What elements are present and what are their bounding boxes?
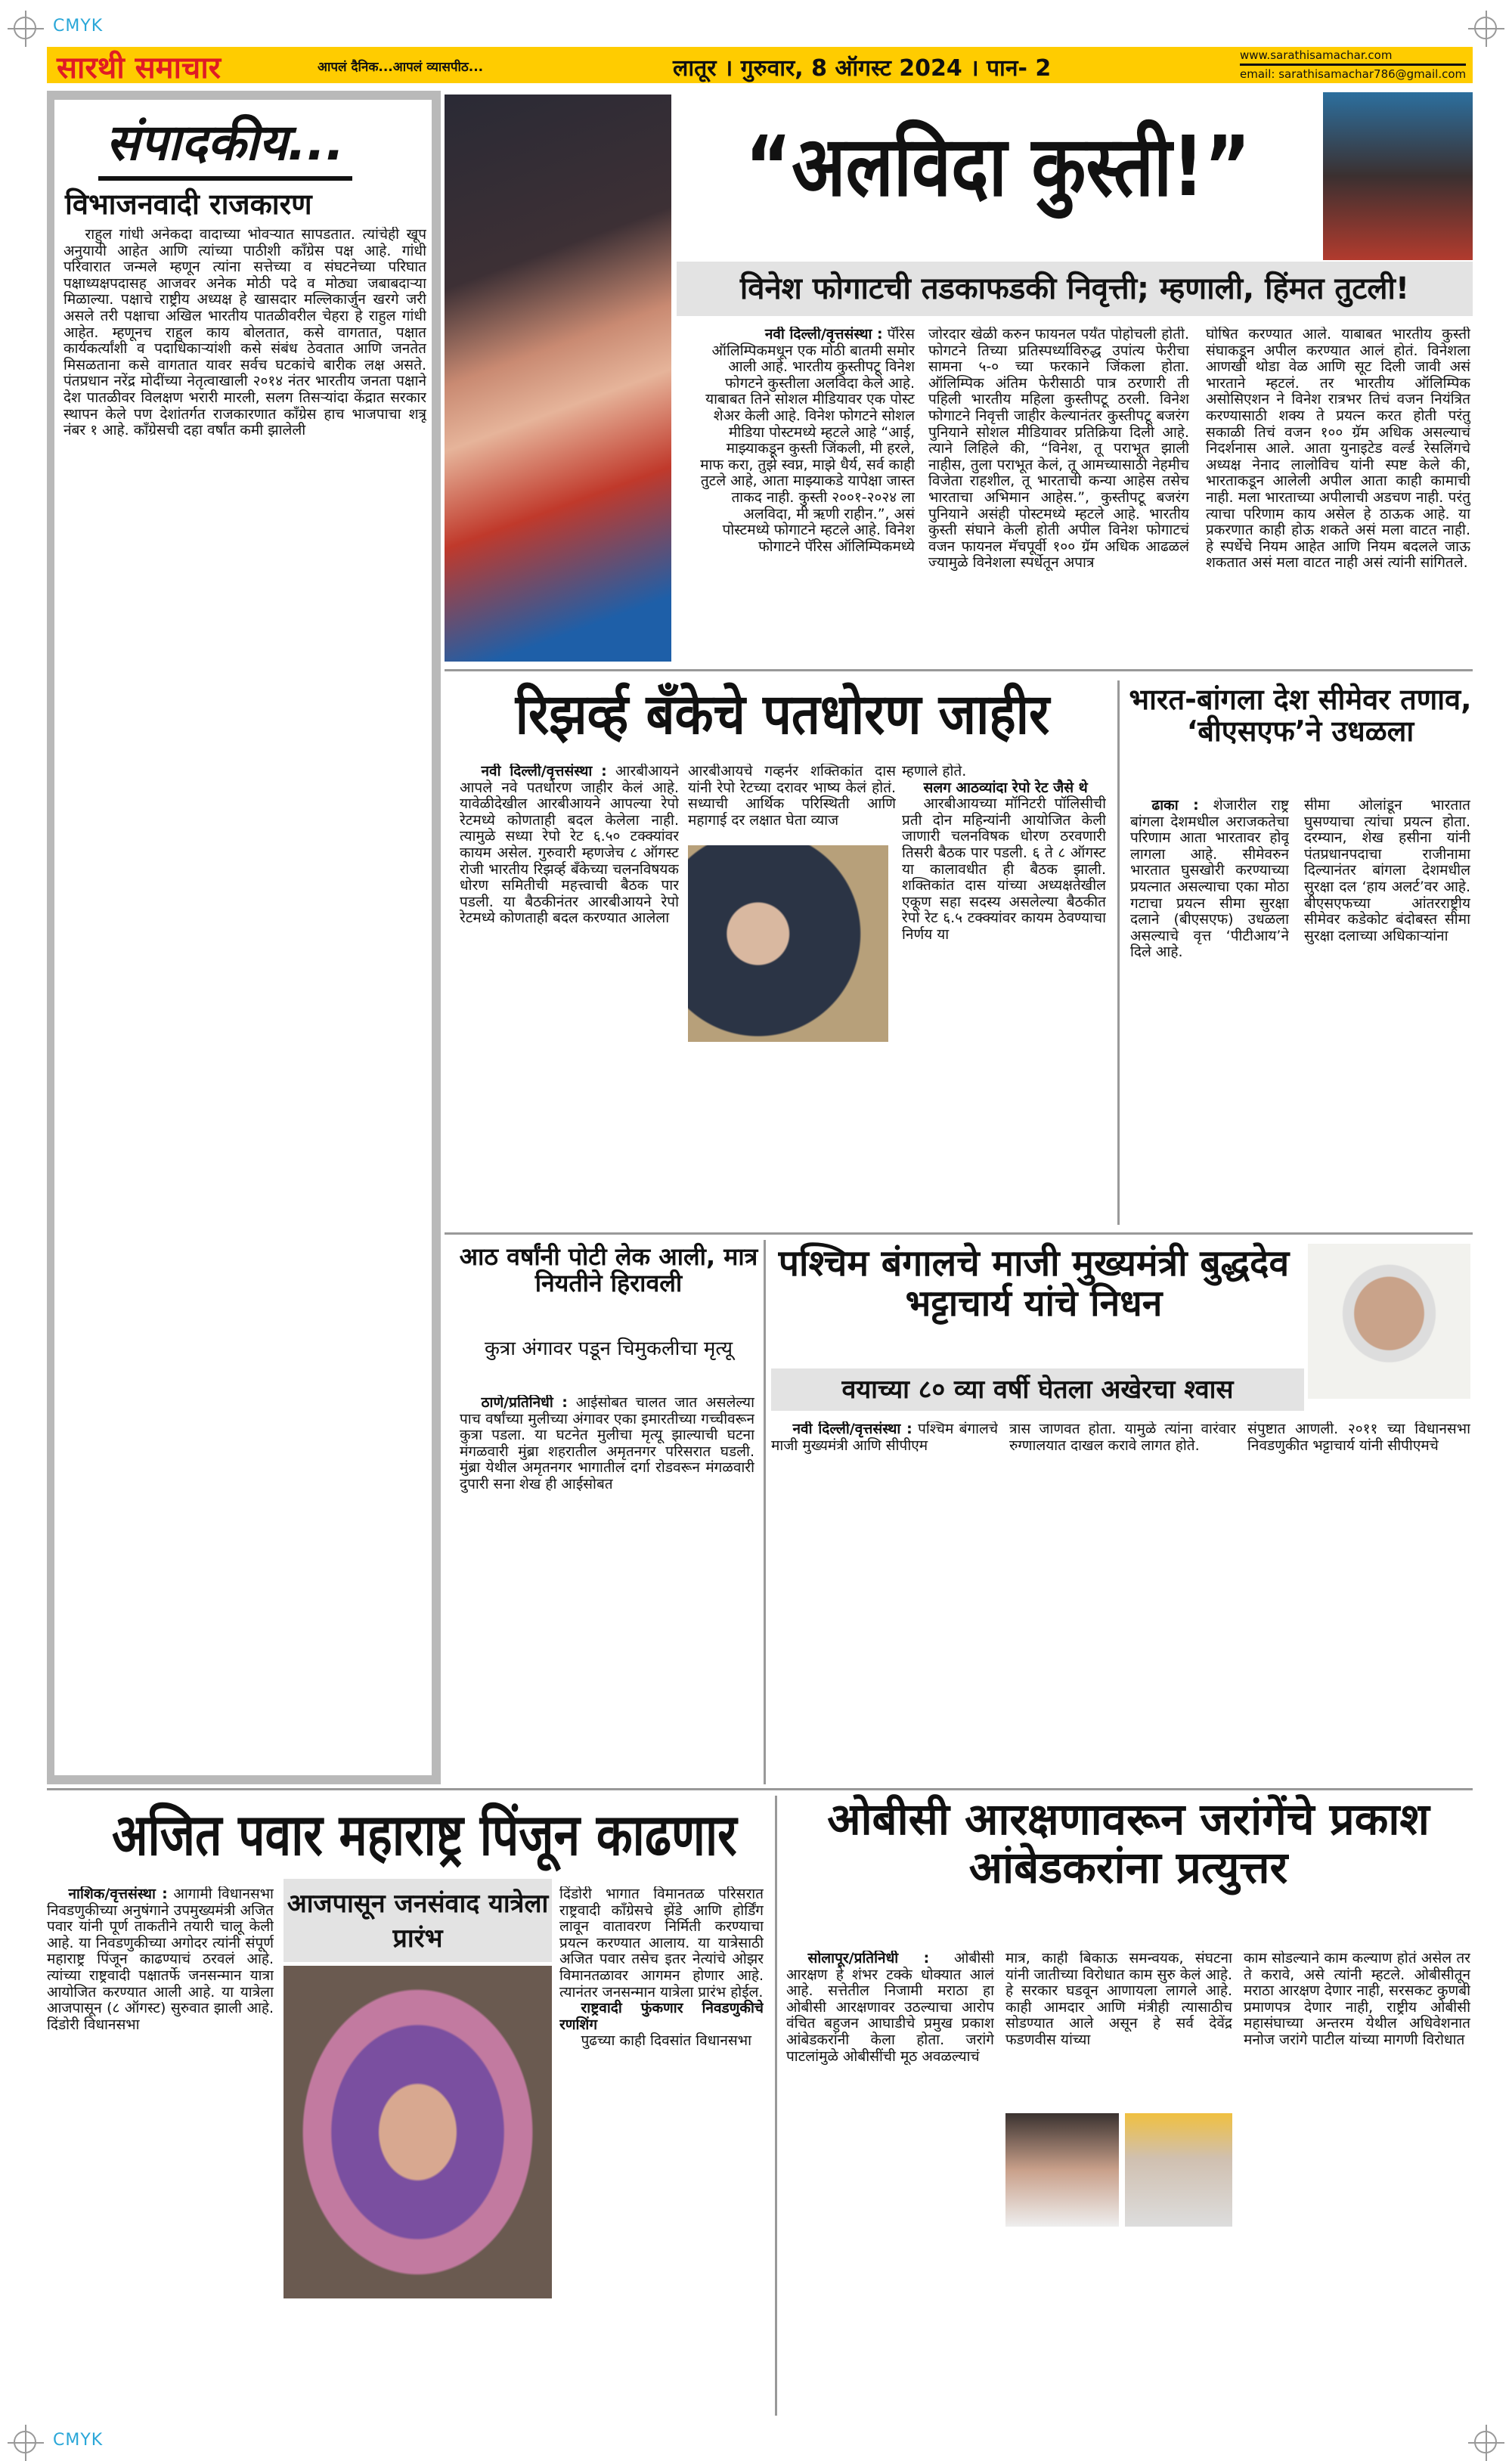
editorial-headline: विभाजनवादी राजकारण — [65, 188, 312, 221]
rbi-column-1: नवी दिल्ली/वृत्तसंस्था : आरबीआयने आपले नवे पतधोरण जाहीर केलं आहे. यावेळीदेखील आरबीआयने आपल्या रेपो रेटमध्ये कोणताही बदल केलेला नाही. त्यामुळे सध्या रेपो रेट ६.५० टक्क्यांवर कायम असेल. गुरुवारी म्हणजेच ८ ऑगस्ट रोजी भारतीय रिझर्व्ह बँकेच्या चलनविषयक धोरण समितीची महत्त्वाची बैठक पार पडली. या बैठकीनंतर आरबीआयने रेपो रेटमध्ये कोणताही बदल करण्यात आलेला — [460, 764, 679, 927]
border-column-2: सीमा ओलांडून भारतात घुसण्याचा त्यांचा प्रयत्न होता. दरम्यान, शेख हसीना यांनी पंतप्रधानपदाचा राजीनामा दिल्यानंतर बांगला देशमधील सुरक्षा दल ‘हाय अलर्ट’वर आहे. बीएसएफच्या आंतरराष्ट्रीय सीमेवर कडेकोट बंदोबस्त सीमा सुरक्षा दलाच्या अधिकाऱ्यांना — [1304, 798, 1470, 944]
registration-mark-icon — [14, 17, 36, 39]
contact-info — [1240, 47, 1466, 82]
bengal-subheadline: वयाच्या ८० व्या वर्षी घेतला अखेरचा श्वास — [771, 1368, 1304, 1411]
ajit-headline: अजित पवार महाराष्ट्र पिंजून काढणार — [111, 1801, 737, 1868]
jarange-photo — [1005, 2113, 1119, 2227]
ambedkar-photo — [1125, 2113, 1232, 2227]
issue-dateline: लातूर । गुरुवार, 8 ऑगस्ट 2024 । पान- 2 — [673, 55, 1052, 82]
buddhadeb-photo — [1308, 1244, 1470, 1399]
bengal-column-1: नवी दिल्ली/वृत्तसंस्था : पश्चिम बंगालचे माजी मुख्यमंत्री आणि सीपीएम — [771, 1421, 998, 1454]
divider — [764, 1240, 766, 1784]
thane-body: ठाणे/प्रतिनिधी : आईसोबत चालत जात असलेल्या पाच वर्षांच्या मुलीच्या अंगावर एका इमारतीच्या गच्चीवरून कुत्रा पडला. या घटनेत मुलीचा मृत्यू झाल्याची घटना मंगळवारी मुंब्रा शहरातील अमृतनगर परिसरात घडली. मुंब्रा येथील अमृतनगर भागातील दर्गा रोडवरून मंगळवारी दुपारी सना शेख ही आईसोबत — [460, 1395, 754, 1492]
registration-mark-icon — [1474, 17, 1497, 39]
website-link[interactable]: www.sarathisamachar.com — [1240, 47, 1466, 66]
divider — [775, 1796, 777, 2416]
bengal-column-3: संपुष्टात आणली. २०११ च्या विधानसभा निवडणुकीत भट्टाचार्य यांनी सीपीएमचे — [1247, 1421, 1470, 1454]
vinesh-column-2: जोरदार खेळी करुन फायनल पर्यंत पोहोचली होती. फोगटने तिच्या प्रतिस्पर्ध्याविरुद्ध उपांत्य फेरीचा सामना ५-० च्या फरकाने जिंकला होता. ऑलिम्पिक अंतिम फेरीसाठी पात्र ठरणारी ती पहिली भारतीय महिला कुस्तीपटू ठरली. विनेश फोगाटने निवृत्ती जाहीर केल्यानंतर कुस्तीपटू बजरंग पुनियाने सोशल मीडियावर प्रतिक्रिया दिली आहे. त्याने लिहिले की, “विनेश, तू पराभूत झाली नाहीस, तुला पराभूत केलं, तू आमच्यासाठी नेहमीच विजेता राहशील, तू भारताची कन्या आहेस तसेच भारताचा अभिमान आहेस.”, कुस्तीपटू बजरंग पुनियाने असंही पोस्टमध्ये म्हटले आहे. भारतीय कुस्ती संघाने केली होती अपील विनेश फोगाटचं वजन फायनल मॅचपूर्वी १०० ग्रॅम अधिक आढळलं ज्यामुळे विनेशला स्पर्धेतून अपात्र — [928, 327, 1189, 572]
obc-headline: ओबीसी आरक्षणावरून जरांगेंचे प्रकाश आंबेडकरांना प्रत्युत्तर — [827, 1793, 1430, 1893]
obc-column-1: सोलापूर/प्रतिनिधी : ओबीसी आरक्षण हे शंभर टक्के धोक्यात आलं आहे. सत्तेतील निजामी मराठा हा ओबीसी आरक्षणावर उठल्याचा आरोप वंचित बहुजन आघाडीचे प्रमुख प्रकाश आंबेडकरांनी केला होता. जरांगे पाटलांमुळे ओबीसींची मूठ अवळल्याचं — [786, 1951, 994, 2065]
bengal-column-2: त्रास जाणवत होता. यामुळे त्यांना वारंवार रुग्णालयात दाखल करावे लागत होते. — [1009, 1421, 1236, 1454]
divider — [445, 669, 1473, 671]
rbi-governor-photo — [688, 845, 888, 1042]
vinesh-inset-photo — [1323, 92, 1473, 260]
vinesh-column-3: घोषित करण्यात आले. याबाबत भारतीय कुस्ती संघाकडून अपील करण्यात आलं होतं. विनेशला आणखी थोडा वेळ आणि सूट दिली जावी असं भारताने म्हटलं. तर भारतीय ऑलिम्पिक असोसिएशन ने विनेश रात्रभर तिचं वजन नियंत्रित करण्यासाठी शक्य ते प्रयत्न करत होती परंतु सकाळी तिचं वजन १०० ग्रॅम अधिक असल्याचं निदर्शनास आले. आता युनाइटेड वर्ल्ड रेसलिंगचे अध्यक्ष नेनाद लालोविच यांनी स्पष्ट केले की, भारताकडून आलेली अपील आता काही कामाची नाही. मला भारताच्या अपीलाची अडचण नाही. परंतु त्याचा परिणाम काय असेल हे ठाऊक आहे. या प्रकरणात काही होऊ शकते असं मला वाटत नाही. हे स्पर्धेचे नियम आहेत आणि नियम बदलले जाऊ शकतात असं मला वाटत नाही असं त्यांनी सांगितले. — [1206, 327, 1470, 572]
divider — [1117, 680, 1120, 1225]
ajit-inset-title: आजपासून जनसंवाद यात्रेला प्रारंभ — [284, 1879, 552, 1962]
thane-subheadline: कुत्रा अंगावर पडून चिमुकलीचा मृत्यू — [484, 1337, 733, 1360]
newspaper-logo: सारथी समाचार — [57, 51, 222, 85]
vinesh-column-1: नवी दिल्ली/वृत्तसंस्था : पॅरिस ऑलिम्पिकमधून एक मोठी बातमी समोर आली आहे. भारतीय कुस्तीपटू विनेश फोगटने कुस्तीला अलविदा केले आहे. याबाबत तिने सोशल मीडियावर एक पोस्ट शेअर केली आहे. विनेश फोगटने सोशल मीडिया पोस्टमध्ये म्हटले आहे “आई, माझ्याकडून कुस्ती जिंकली, मी हरले, माफ करा, तुझे स्वप्न, माझे धैर्य, सर्व काही तुटले आहे, आता माझ्याकडे यापेक्षा जास्त ताकद नाही. कुस्ती २००१-२०२४ ला अलविदा, मी ऋणी राहीन.”, असं पोस्टमध्ये फोगाटने म्हटले आहे. विनेश फोगाटने पॅरिस ऑलिम्पिकमध्ये — [700, 327, 915, 555]
color-bar-label-bottom: CMYK — [53, 2431, 104, 2450]
vinesh-phogat-photo — [445, 95, 671, 662]
obc-column-2: मात्र, काही बिकाऊ समन्वयक, संघटना यांनी जातीच्या विरोधात काम सुरु केलं आहे. हे सरकार घडवून आणायला लागले आहे. काही आमदार आणि मंत्रीही त्यासाठीच सोडण्यात आले असून हे सर्व देवेंद्र फडणवीस यांच्या — [1005, 1951, 1232, 2048]
rbi-column-3: म्हणाले होते. सलग आठव्यांदा रेपो रेट जैसे थे आरबीआयच्या मॉनिटरी पॉलिसीची प्रती दोन महिन्यांनी आयोजित केली जाणारी चलनविषक धोरण ठरवणारी तिसरी बैठक पार पडली. ६ ते ८ ऑगस्ट या कालावधीत ही बैठक झाली. शक्तिकांत दास यांच्या अध्यक्षतेखील एकूण सहा सदस्य असलेल्या बैठकीत रेपो रेट ६.५ टक्क्यांवर कायम ठेवण्याचा निर्णय या — [902, 764, 1106, 943]
rbi-headline: रिझर्व्ह बँकेचे पतधोरण जाहीर — [515, 682, 1050, 747]
vinesh-subheadline: विनेश फोगाटची तडकाफडकी निवृत्ती; म्हणाली, हिंमत तुटली! — [677, 262, 1473, 316]
ajit-column-1: नाशिक/वृत्तसंस्था : आगामी विधानसभा निवडणुकीच्या अनुषंगाने उपमुख्यमंत्री अजित पवार यांनी पूर्ण ताकतीने तयारी चालू केली आहे. या निवडणुकीच्या अगोदर त्यांनी संपूर्ण महाराष्ट्र पिंजून काढण्याचं ठरवलं आहे. त्यांच्या राष्ट्रवादी पक्षातर्फे जनसन्मान यात्रा आयोजित करण्यात आली आहे. या यात्रेला आजपासून (८ ऑगस्ट) सुरुवात झाली आहे. दिंडोरी विधानसभा — [47, 1886, 274, 2033]
registration-mark-icon — [1474, 2431, 1497, 2453]
bengal-headline: पश्चिम बंगालचे माजी मुख्यमंत्री बुद्धदेव भट्टाचार्य यांचे निधन — [778, 1242, 1290, 1325]
ajit-pawar-photo — [284, 1966, 552, 2298]
editorial-section-title: संपादकीय... — [98, 110, 352, 181]
email-link[interactable]: email: sarathisamachar786@gmail.com — [1240, 67, 1467, 81]
thane-headline: आठ वर्षांनी पोटी लेक आली, मात्र नियतीने हिरावली — [459, 1242, 758, 1298]
ajit-column-2: दिंडोरी भागात विमानतळ परिसरात राष्ट्रवादी काँग्रेसचे झेंडे आणि होर्डिंग लावून वातावरण निर्मिती करण्याचा प्रयत्न करण्यात आलाय. या यात्रेसाठी अजित पवार तसेच इतर नेत्यांचे ओझर विमानतळावर आगमन होणार आहे. त्यानंतर जनसन्मान यात्रेला प्रारंभ होईल. राष्ट्रवादी फुंकणार निवडणुकीचे रणशिंग पुढच्या काही दिवसांत विधानसभा — [559, 1886, 764, 2050]
vinesh-headline: “अलविदा कुस्ती!” — [745, 118, 1251, 215]
border-headline: भारत-बांगला देश सीमेवर तणाव, ‘बीएसएफ’ने उधळला — [1129, 683, 1472, 748]
tagline: आपलं दैनिक...आपलं व्यासपीठ... — [318, 60, 484, 75]
divider — [445, 1232, 1473, 1235]
border-column-1: ढाका : शेजारील राष्ट्र बांगला देशमधील अराजकतेचा परिणाम आता भारतावर होवू लागला आहे. सीमेवरुन भारतात घुसखोरी करण्याच्या प्रयत्नात असल्याचा एका मोठा गटाचा प्रयत्न सीमा सुरक्षा दलाने (बीएसएफ) उधळला असल्याचे वृत्त ‘पीटीआय’ने दिले आहे. — [1130, 798, 1289, 961]
divider — [47, 1788, 1473, 1790]
rbi-column-2: आरबीआयचे गव्हर्नर शक्तिकांत दास यांनी रेपो रेटच्या दरावर भाष्य केलं होतं. सध्याची आर्थिक परिस्थिती आणि महागाई दर लक्षात घेता व्याज — [688, 764, 896, 829]
obc-column-3: काम सोडल्याने काम कल्याण होतं असेल तर ते करावे, असे त्यांनी म्हटले. ओबीसीतून मराठा आरक्षण देणार नाही, सरसकट कुणबी प्रमाणपत्र देणार नाही, राष्ट्रीय ओबीसी महासंघाच्या अन्तरम येथील अधिवेशनात मनोज जरांगे पाटील यांच्या मागणी विरोधात — [1244, 1951, 1470, 2048]
color-bar-label: CMYK — [53, 17, 104, 36]
registration-mark-icon — [14, 2431, 36, 2453]
editorial-body: राहुल गांधी अनेकदा वादाच्या भोवऱ्यात सापडतात. त्यांचेही खूप अनुयायी आहेत आणि त्यांच्या पाठीशी कॉंग्रेस पक्ष आहे. गांधी परिवारात जन्मले म्हणून त्यांना सत्तेच्या व संघटनेच्या परिघात पक्षाध्यक्षपदासह आजवर अनेक मोठी पदे व मोठ्या जबाबदाऱ्या मिळाल्या. पक्षाचे राष्ट्रीय अध्यक्ष हे खासदार मल्लिकार्जुन खरगे जरी असले तरी पक्षाचा अखिल भारतीय पातळीवरील चेहरा हे राहुल गांधी आहेत. म्हणूनच राहुल काय बोलतात, कसे वागतात, पक्षात कार्यकर्त्यांशी व पदाधिकाऱ्यांशी कसे संबंध ठेवतात आणि जनतेत मिसळताना कसे वागतात यावर सर्वच घटकांचे बारीक लक्ष असते. पंतप्रधान नरेंद्र मोदींच्या नेतृत्वाखाली २०१४ नंतर भारतीय जनता पक्षाने देश पातळीवर विलक्षण भरारी मारली, सलग तिसऱ्यांदा केंद्रात सरकार स्थापन केले पण देशांतर्गत राजकारणात कॉंग्रेस हाच भाजपाचा शत्रू नंबर १ आहे. कॉंग्रेसची दहा वर्षांत कमी झालेली — [64, 227, 426, 439]
